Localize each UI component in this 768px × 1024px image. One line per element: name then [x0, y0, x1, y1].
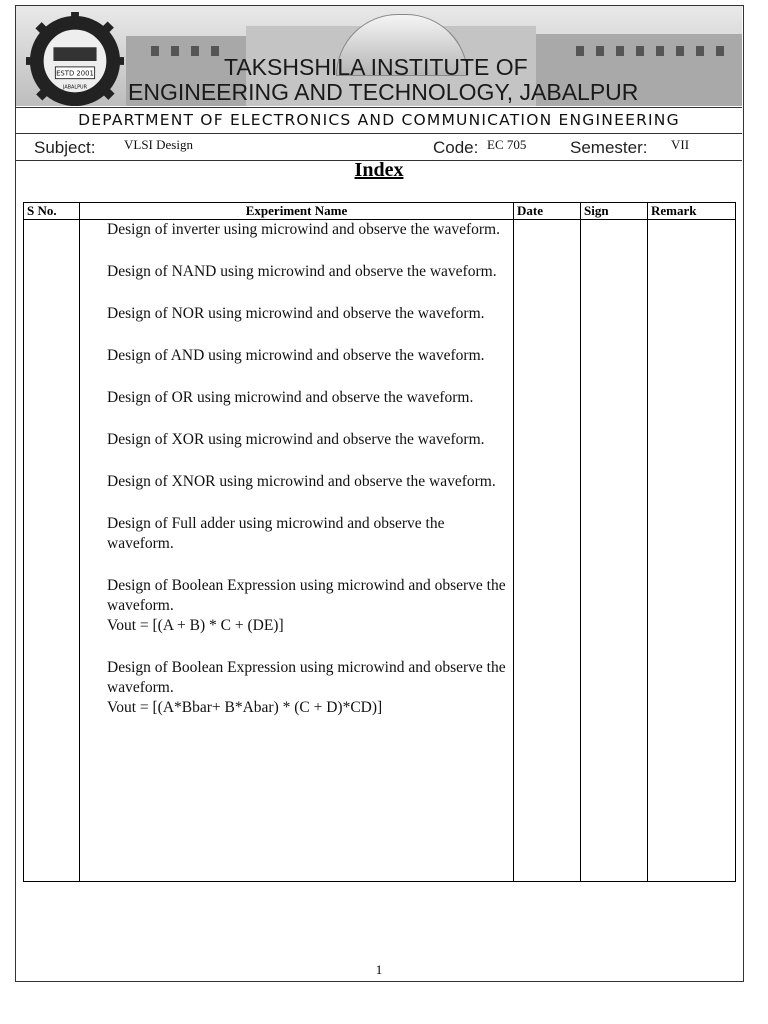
- svg-text:ESTD 2001: ESTD 2001: [56, 69, 94, 78]
- table-header-row: [24, 203, 736, 220]
- header-sign: Sign: [581, 203, 648, 220]
- experiment-list: [80, 220, 513, 718]
- list-item: Design of NAND using microwind and observe the waveform.: [107, 263, 497, 280]
- list-item: Design of XOR using microwind and observe the waveform.: [107, 431, 485, 448]
- experiment-index-table: [23, 202, 736, 882]
- header-date: Date: [514, 203, 581, 220]
- header-banner: [16, 6, 742, 106]
- remark-column: [648, 220, 736, 882]
- subject-row: [16, 134, 742, 161]
- institute-name-line1: TAKSHSHILA INSTITUTE OF: [224, 54, 528, 80]
- header-remark: Remark: [648, 203, 736, 220]
- sign-column: [581, 220, 648, 882]
- list-item: Design of AND using microwind and observe the waveform.: [107, 347, 485, 364]
- code-value: EC 705: [487, 137, 527, 152]
- subject-label: Subject:: [34, 138, 96, 157]
- list-item: Design of XNOR using microwind and observe the waveform.: [107, 473, 496, 490]
- list-item: Design of Boolean Expression using microwind and observe the waveform. Vout = [(A*Bbar+ B*Abar) * (C + D)*CD)]: [107, 659, 506, 716]
- page-frame: [15, 5, 744, 982]
- list-item: Design of Boolean Expression using microwind and observe the waveform. Vout = [(A + B) * C + (DE)]: [107, 577, 506, 634]
- date-column: [514, 220, 581, 882]
- department-title: DEPARTMENT OF ELECTRONICS AND COMMUNICATION ENGINEERING: [16, 107, 742, 134]
- list-item: Design of inverter using microwind and observe the waveform.: [107, 221, 500, 238]
- semester-label: Semester:: [570, 138, 648, 157]
- institute-name-line2: ENGINEERING AND TECHNOLOGY, JABALPUR: [128, 79, 639, 105]
- semester-value: VII: [671, 137, 690, 152]
- subject-value: VLSI Design: [124, 137, 193, 152]
- svg-text:JABALPUR: JABALPUR: [62, 84, 88, 91]
- institute-logo: [26, 12, 124, 106]
- experiment-name-column: [80, 220, 514, 882]
- list-item: Design of Full adder using microwind and observe the waveform.: [107, 515, 445, 552]
- list-item: Design of OR using microwind and observe the waveform.: [107, 389, 474, 406]
- list-item: Design of NOR using microwind and observe the waveform.: [107, 305, 485, 322]
- sno-column: [24, 220, 80, 882]
- table-body-row: [24, 220, 736, 882]
- code-label: Code:: [433, 138, 479, 157]
- page-number: 1: [375, 962, 383, 977]
- header-sno: S No.: [24, 203, 80, 220]
- page-title: Index: [354, 159, 404, 181]
- header-experiment-name: Experiment Name: [80, 203, 514, 220]
